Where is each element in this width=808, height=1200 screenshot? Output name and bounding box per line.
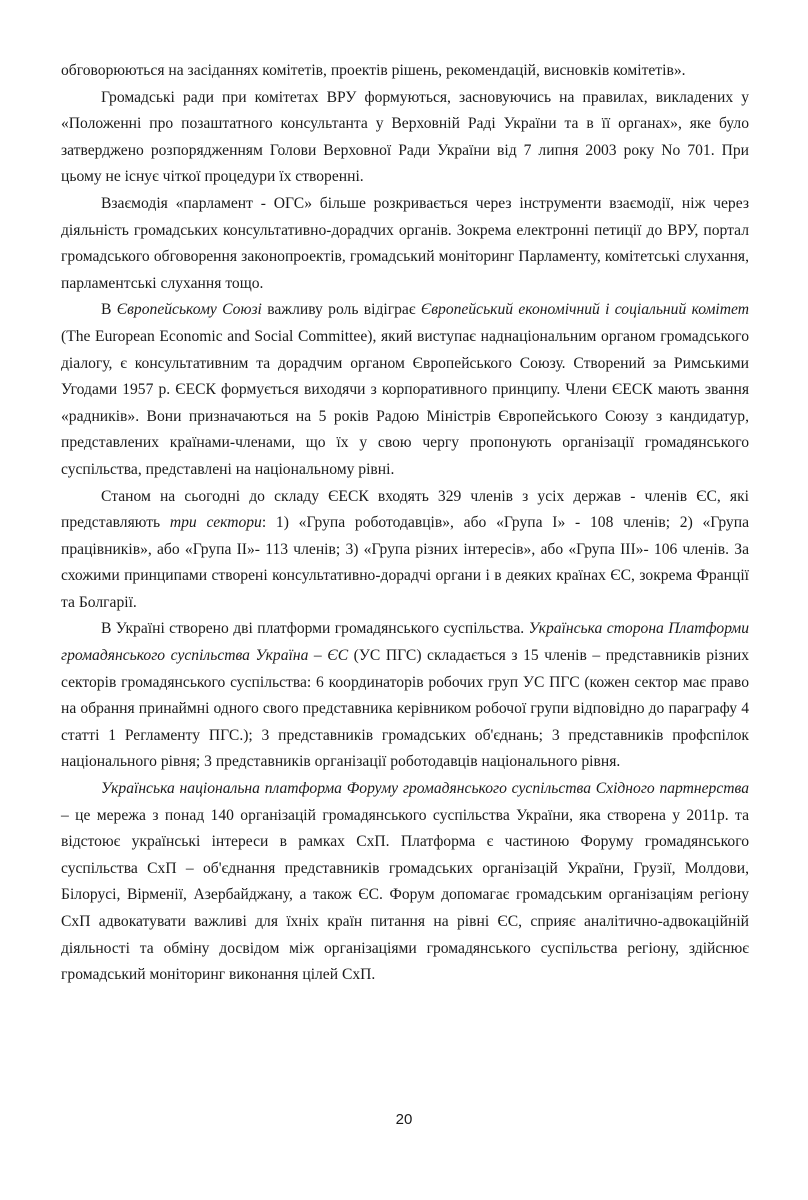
paragraph-eesc <box>61 297 749 483</box>
paragraph-parliament-cso-interaction <box>61 191 749 297</box>
text-run: (The European Economic and Social Committee), який виступає наднаціональним органом громадського діалогу, є консультативним та дорадчим органом Європейського Союзу. Створений за Римськими Угодами 1957 р. ЄЕСК формується виходячи з корпоративного принципу. Члени ЄЕСК мають звання «радників». Вони призначаються на 5 років Радою Міністрів Європейського Союзу з кандидатур, представлених країнами-членами, що їх у свою чергу пропонують організації громадянського суспільства, представлені на національному рівні. <box>61 327 749 478</box>
paragraph-eesc-composition <box>61 484 749 617</box>
paragraph-eap-national-platform <box>61 776 749 989</box>
text-run: В <box>101 301 117 319</box>
text-run: : 1) «Група роботодавців», або «Група I» - 108 членів; 2) «Група працівників», або «Група II»- 113 членів; 3) «Група різних інтересів», або «Група III»- 106 членів. За схожими принципами створені консультативно-дорадчі органи і в деяких країнах ЄС, зокрема Франції та Болгарії. <box>61 514 749 611</box>
italic-term-ukraine-eu-platform: Українська сторона Платформи громадянського суспільства Україна – ЄС <box>61 620 749 665</box>
paragraph-ukraine-platforms <box>61 616 749 776</box>
italic-term-eap-platform: Українська національна платформа Форуму громадянського суспільства Східного партнерства <box>101 780 749 798</box>
text-run: – це мережа з понад 140 організацій громадянського суспільства України, яка створена у 2011р. та відстоює українські інтереси в рамках СхП. Платформа є частиною Форуму громадянського суспільства СхП – об'єднання представників громадських організацій України, Грузії, Молдови, Білорусі, Вірменії, Азербайджану, а також ЄС. Форум допомагає громадським організаціям регіону СхП адвокатувати важливі для їхніх країн питання на рівні ЄС, сприяє аналітично-адвокаційній діяльності та обміну досвідом між організаціями громадянського суспільства регіону, здійснює громадський моніторинг виконання цілей СхП. <box>61 806 749 984</box>
italic-term-eesc: Європейський економічний і соціальний комітет <box>420 301 750 319</box>
document-body <box>61 58 749 989</box>
text-run: В Україні створено дві платформи громадянського суспільства. <box>101 620 529 638</box>
paragraph-committee-discussions <box>61 58 749 85</box>
italic-term-eu: Європейському Союзі <box>116 301 262 319</box>
text-run: обговорюються на засіданнях комітетів, проектів рішень, рекомендацій, висновків комітетів». <box>61 62 686 79</box>
text-run: (УС ПГС) складається з 15 членів – представників різних секторів громадянського суспільства: 6 координаторів робочих груп УС ПГС (кожен сектор має право на обрання принаймні одного свого представника керівником робочої групи відповідно до параграфу 4 статті 1 Регламенту ПГС.); 3 представників громадських об'єднань; 3 представників профспілок національного рівня; 3 представників організації роботодавців національного рівня. <box>61 647 749 771</box>
paragraph-public-councils <box>61 85 749 191</box>
text-run: Станом на сьогодні до складу ЄЕСК входять 329 членів з усіх держав - членів ЄС, які представляють <box>61 487 749 532</box>
text-run: важливу роль відіграє <box>261 301 421 319</box>
italic-term-three-sectors: три сектори <box>169 514 262 532</box>
page-number: 20 <box>395 1111 413 1128</box>
text-run: Громадські ради при комітетах ВРУ формуються, засновуючись на правилах, викладених у «Положенні про позаштатного консультанта у Верховній Раді України та в її органах», яке було затверджено розпорядженням Голови Верховної Ради України від 7 липня 2003 року No 701. При цьому не існує чіткої процедури їх створенні. <box>61 88 749 186</box>
text-run: Взаємодія «парламент - ОГС» більше розкривається через інструменти взаємодії, ніж через діяльність громадських консультативно-дорадчих органів. Зокрема електронні петиції до ВРУ, портал громадського обговорення законопроектів, громадський моніторинг Парламенту, комітетські слухання, парламентські слухання тощо. <box>61 194 749 292</box>
